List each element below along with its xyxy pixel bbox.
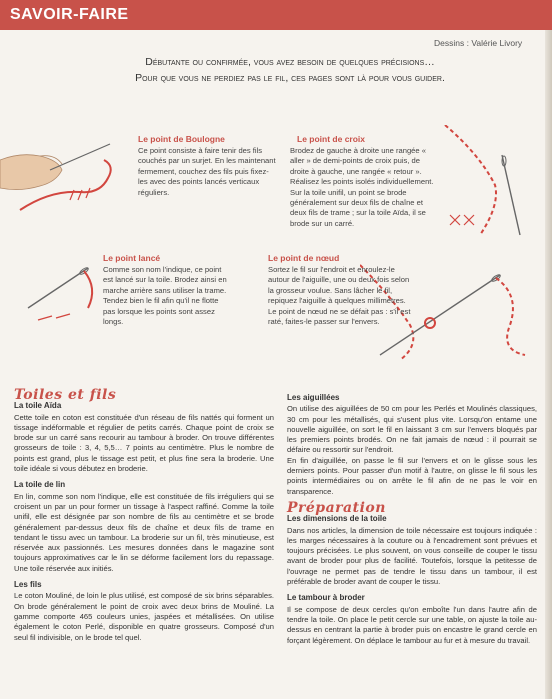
lin-title: La toile de lin: [14, 480, 66, 490]
fils-title: Les fils: [14, 580, 42, 590]
cross-stitch-title: Le point de croix: [297, 134, 366, 144]
tambour-title: Le tambour à broder: [287, 593, 365, 603]
page-title: SAVOIR-FAIRE: [10, 6, 129, 23]
boulogne-text: Ce point consiste à faire tenir des fils couchés par un surjet. En les maintenant fermement, couchez des fils puis fixez-les avec des points lancés verticaux réguliers.: [138, 146, 276, 197]
section-title-preparation: Préparation: [287, 499, 386, 516]
dimensions-title: Les dimensions de la toile: [287, 514, 387, 524]
knot-stitch-title: Le point de nœud: [268, 253, 340, 263]
boulogne-title: Le point de Boulogne: [138, 134, 225, 144]
illustration-credit: Dessins : Valérie Livory: [434, 38, 523, 48]
intro-line-1: Débutante ou confirmée, vous avez besoin de quelques précisions…: [145, 56, 435, 68]
fils-text: Le coton Mouliné, de loin le plus utilisé, est composé de six brins séparables. On brode généralement le point de croix avec deux brins de Mouliné. La gamme comporte 465 couleurs unies, jaspées et métallisées. On utilise également le coton Perlé, disponible en quatre grosseurs. Composé d'un seul fil indivisible, on le brode tel quel.: [14, 591, 274, 642]
dimensions-text: Dans nos articles, la dimension de toile nécessaire est toujours indiquée : les marges nécessaires à la couture ou à l'encadrement sont prévues et toujours précisées. Le plus souvent, on vous conseille de couper le tissu avant de broder pour plus de facilité. Toutefois, lorsque la petitesse de l'ouvrage ne permet pas de tendre le tissu dans un tambour, il est préférable de broder avant de couper le tissu.: [287, 525, 537, 587]
cross-stitch-text: Brodez de gauche à droite une rangée « aller » de demi-points de croix puis, de droite à gauche, une rangée « retour ». Réalisez les points isolés individuellement. Sur la toile unifil, un point se brode généralement sur deux fils de chaîne et deux fils de trame ; sur la toile Aïda, il se brode sur un carré.: [290, 146, 434, 228]
intro-line-2: Pour que vous ne perdiez pas le fil, ces pages sont là pour vous guider.: [135, 72, 445, 84]
right-column: [287, 393, 537, 646]
aiguilles-text-2: En fin d'aiguillée, on passe le fil sur l'envers et on le glisse sous les derniers points. Pour passer d'un motif à l'autre, on glisse le fil sous les points intermédiaires ou on arrête le fil afin de ne pas le voir en transparence.: [287, 455, 537, 496]
tambour-text: Il se compose de deux cercles qu'on emboîte l'un dans l'autre afin de tendre la toile. On place le petit cercle sur une table, on ajuste la toile au-dessus en centrant la partie à broder puis on encastre le grand cercle en forçant légèrement. On déplace le tambour au fur et à mesure du travail.: [287, 604, 537, 645]
lin-text: En lin, comme son nom l'indique, elle est constituée de fils irréguliers qui se croisent un par un pour former un tissage à l'aspect raffiné. Comme la toile unifil, elle est désignée par son nombre de fils au centimètre et se brode généralement par-dessus deux fils de chaîne et deux fils de trame en tendant le tissu avec un tambour. La broderie sur un fil, très minutieuse, est réservée aux passionnés. Les mesures données dans le magazine sont toujours approximatives car le lin se déforme facilement lors du repassage. Une toile réservée aux initiés.: [14, 491, 274, 573]
knot-stitch-text: Sortez le fil sur l'endroit et enroulez-le autour de l'aiguille, une ou deux fois selon la grosseur voulue. Sans lâcher le fil, repiquez l'aiguille à quelques millimètres. Le point de nœud ne se défait pas : s'il est raté, faites-le passer sur l'envers.: [268, 265, 411, 327]
straight-stitch-title: Le point lancé: [103, 253, 161, 263]
cross-stitch-illustration: [440, 125, 552, 245]
straight-stitch-illustration: [18, 258, 108, 328]
aiguilles-text-1: On utilise des aiguillées de 50 cm pour les Perlés et Moulinés classiques, 30 cm pour les métallisés, qui s'usent plus vite. Lorsqu'on entame une nouvelle aiguillée, on sort le fil en laissant 3 cm sur l'envers bloqués par les premiers points brodés. On ne fait jamais de nœud : il pourrait se défaire ou ressortir sur l'endroit.: [287, 404, 537, 455]
boulogne-stitch-illustration: [0, 130, 140, 220]
aida-title: La toile Aïda: [14, 401, 62, 411]
straight-stitch-text: Comme son nom l'indique, ce point est lancé sur la toile. Brodez ainsi en marche arrière sans utiliser la trame. Tendez bien le fil afin qu'il ne flotte pas lorsque les points sont assez longs.: [103, 265, 227, 327]
intro-text: [100, 54, 480, 86]
aiguilles-title: Les aiguillées: [287, 393, 340, 402]
left-column: [14, 387, 274, 643]
aida-text: Cette toile en coton est constituée d'un réseau de fils nattés qui forment un tissage indéformable et régulier de petits carrés. Chaque point de croix se brode sur un carré sans recourir au tambour à broder. On trouve différentes grosseurs de toile : 3, 4, 5,5… 7 points au centimètre. Plus le nombre de points est grand, plus le tissage est petit, et plus fine sera la broderie. Une toile idéale si vous débutez en broderie.: [14, 412, 274, 474]
section-title-toiles: Toiles et fils: [14, 387, 117, 403]
